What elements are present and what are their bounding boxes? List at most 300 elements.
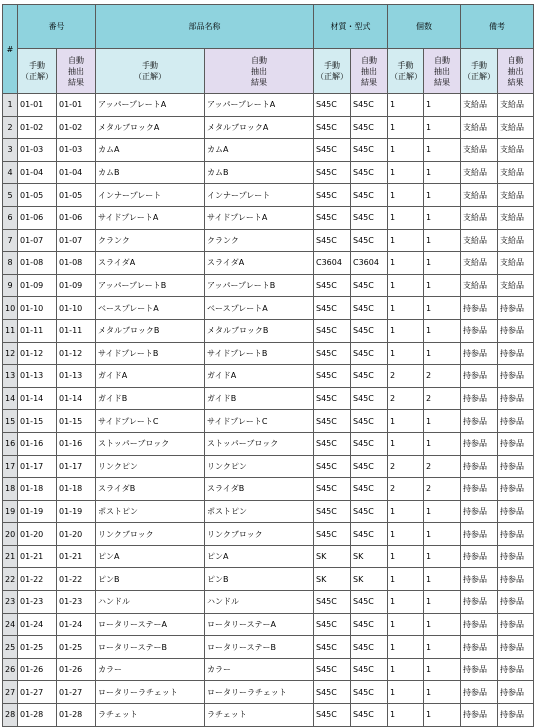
- material-auto-cell: S45C: [351, 342, 388, 365]
- material-auto-cell: C3604: [351, 252, 388, 275]
- part-name-manual-cell: インナープレート: [96, 184, 205, 207]
- remarks-manual-cell: 持参品: [461, 591, 498, 614]
- part-number-manual-cell: 01-21: [18, 545, 57, 568]
- part-number-auto-cell: 01-21: [57, 545, 96, 568]
- table-row: [3, 342, 534, 365]
- quantity-manual-cell: 1: [388, 545, 424, 568]
- part-number-auto-cell: 01-19: [57, 500, 96, 523]
- material-auto-cell: S45C: [351, 161, 388, 184]
- quantity-auto-cell: 1: [424, 206, 461, 229]
- quantity-manual-cell: 1: [388, 523, 424, 546]
- material-manual-cell: S45C: [314, 161, 351, 184]
- part-name-auto-cell: ラチェット: [205, 704, 314, 727]
- table-row: [3, 252, 534, 275]
- part-name-manual-cell: スライダB: [96, 478, 205, 501]
- row-number-cell: 17: [3, 455, 18, 478]
- row-number-cell: 24: [3, 613, 18, 636]
- part-name-auto-cell: サイドプレートA: [205, 206, 314, 229]
- quantity-auto-cell: 1: [424, 184, 461, 207]
- material-auto-cell: S45C: [351, 139, 388, 162]
- material-manual-cell: S45C: [314, 229, 351, 252]
- quantity-manual-cell: 1: [388, 704, 424, 727]
- material-auto-cell: S45C: [351, 704, 388, 727]
- part-number-manual-cell: 01-03: [18, 139, 57, 162]
- part-name-auto-cell: ベースプレートA: [205, 297, 314, 320]
- part-name-auto-cell: ピンA: [205, 545, 314, 568]
- material-manual-cell: SK: [314, 568, 351, 591]
- quantity-auto-cell: 1: [424, 681, 461, 704]
- table-row: [3, 636, 534, 659]
- material-auto-cell: S45C: [351, 432, 388, 455]
- remarks-manual-cell: 支給品: [461, 184, 498, 207]
- part-number-auto-cell: 01-14: [57, 387, 96, 410]
- part-name-auto-cell: サイドプレートB: [205, 342, 314, 365]
- quantity-manual-cell: 1: [388, 342, 424, 365]
- part-name-auto-cell: リンクブロック: [205, 523, 314, 546]
- remarks-manual-cell: 持参品: [461, 613, 498, 636]
- part-name-manual-cell: ストッパーブロック: [96, 432, 205, 455]
- remarks-auto-cell: 持参品: [498, 478, 534, 501]
- quantity-manual-cell: 1: [388, 658, 424, 681]
- part-number-manual-cell: 01-22: [18, 568, 57, 591]
- table-row: [3, 704, 534, 727]
- remarks-manual-cell: 持参品: [461, 636, 498, 659]
- part-number-manual-cell: 01-05: [18, 184, 57, 207]
- quantity-manual-cell: 1: [388, 591, 424, 614]
- quantity-auto-cell: 1: [424, 342, 461, 365]
- part-number-manual-cell: 01-10: [18, 297, 57, 320]
- part-number-manual-cell: 01-25: [18, 636, 57, 659]
- part-name-auto-cell: ピンB: [205, 568, 314, 591]
- material-auto-cell: S45C: [351, 94, 388, 117]
- part-number-manual-cell: 01-15: [18, 410, 57, 433]
- part-name-manual-cell: アッパープレートB: [96, 274, 205, 297]
- remarks-manual-cell: 持参品: [461, 704, 498, 727]
- remarks-manual-cell: 持参品: [461, 500, 498, 523]
- remarks-manual-cell: 持参品: [461, 297, 498, 320]
- material-manual-cell: S45C: [314, 139, 351, 162]
- remarks-auto-cell: 持参品: [498, 636, 534, 659]
- row-number-cell: 4: [3, 161, 18, 184]
- remarks-auto-cell: 支給品: [498, 139, 534, 162]
- material-auto-cell: S45C: [351, 636, 388, 659]
- quantity-manual-cell: 1: [388, 297, 424, 320]
- part-name-manual-cell: ロータリーステーA: [96, 613, 205, 636]
- quantity-auto-cell: 1: [424, 432, 461, 455]
- part-number-manual-cell: 01-04: [18, 161, 57, 184]
- part-name-manual-cell: スライダA: [96, 252, 205, 275]
- part-number-auto-cell: 01-01: [57, 94, 96, 117]
- material-auto-cell: S45C: [351, 523, 388, 546]
- table-row: [3, 478, 534, 501]
- remarks-auto-cell: 支給品: [498, 229, 534, 252]
- part-name-auto-cell: ストッパーブロック: [205, 432, 314, 455]
- material-manual-cell: S45C: [314, 591, 351, 614]
- material-auto-cell: S45C: [351, 184, 388, 207]
- remarks-manual-cell: 持参品: [461, 410, 498, 433]
- remarks-manual-cell: 持参品: [461, 545, 498, 568]
- material-manual-cell: S45C: [314, 636, 351, 659]
- material-manual-cell: S45C: [314, 681, 351, 704]
- quantity-manual-cell: 1: [388, 139, 424, 162]
- quantity-group-header: 個数: [388, 5, 461, 49]
- row-number-cell: 9: [3, 274, 18, 297]
- table-row: [3, 229, 534, 252]
- row-number-cell: 18: [3, 478, 18, 501]
- quantity-auto-cell: 1: [424, 704, 461, 727]
- material-auto-cell: S45C: [351, 681, 388, 704]
- remarks-auto-cell: 持参品: [498, 387, 534, 410]
- part-number-manual-cell: 01-13: [18, 365, 57, 388]
- remarks-auto-cell: 支給品: [498, 184, 534, 207]
- part-name-manual-cell: クランク: [96, 229, 205, 252]
- part-name-manual-cell: カムA: [96, 139, 205, 162]
- remarks-manual-cell: 持参品: [461, 342, 498, 365]
- part-number-manual-cell: 01-27: [18, 681, 57, 704]
- part-name-manual-cell: ラチェット: [96, 704, 205, 727]
- part-name-auto-cell: アッパープレートA: [205, 94, 314, 117]
- material-manual-cell: S45C: [314, 704, 351, 727]
- part-number-auto-cell: 01-18: [57, 478, 96, 501]
- material-auto-cell: S45C: [351, 116, 388, 139]
- material-manual-cell: S45C: [314, 297, 351, 320]
- part-number-manual-cell: 01-14: [18, 387, 57, 410]
- part-number-auto-cell: 01-04: [57, 161, 96, 184]
- remarks-manual-cell: 支給品: [461, 229, 498, 252]
- remarks-auto-cell: 支給品: [498, 206, 534, 229]
- row-number-cell: 22: [3, 568, 18, 591]
- material-auto-cell: SK: [351, 568, 388, 591]
- material-manual-cell: S45C: [314, 342, 351, 365]
- remarks-manual-cell: 支給品: [461, 94, 498, 117]
- part-name-auto-cell: インナープレート: [205, 184, 314, 207]
- part-number-auto-cell: 01-12: [57, 342, 96, 365]
- remarks-auto-cell: 持参品: [498, 319, 534, 342]
- part-name-manual-cell: ガイドB: [96, 387, 205, 410]
- remarks-manual-cell: 持参品: [461, 478, 498, 501]
- part-number-auto-cell: 01-08: [57, 252, 96, 275]
- remarks-auto-cell: 持参品: [498, 681, 534, 704]
- row-number-cell: 28: [3, 704, 18, 727]
- material-auto-cell: S45C: [351, 274, 388, 297]
- part-number-manual-cell: 01-12: [18, 342, 57, 365]
- material-manual-cell: S45C: [314, 523, 351, 546]
- remarks-auto-cell: 持参品: [498, 410, 534, 433]
- material-manual-cell: S45C: [314, 613, 351, 636]
- quantity-manual-cell: 1: [388, 184, 424, 207]
- auto-subheader: 自動 抽出 結果: [351, 49, 388, 94]
- quantity-auto-cell: 1: [424, 116, 461, 139]
- part-number-auto-cell: 01-28: [57, 704, 96, 727]
- remarks-manual-cell: 持参品: [461, 658, 498, 681]
- remarks-manual-cell: 持参品: [461, 455, 498, 478]
- manual-subheader: 手動 （正解）: [18, 49, 57, 94]
- row-number-cell: 21: [3, 545, 18, 568]
- material-manual-cell: S45C: [314, 184, 351, 207]
- row-number-cell: 26: [3, 658, 18, 681]
- material-manual-cell: S45C: [314, 478, 351, 501]
- quantity-manual-cell: 1: [388, 116, 424, 139]
- part-number-auto-cell: 01-02: [57, 116, 96, 139]
- row-number-cell: 16: [3, 432, 18, 455]
- part-number-manual-cell: 01-17: [18, 455, 57, 478]
- row-number-cell: 7: [3, 229, 18, 252]
- quantity-auto-cell: 1: [424, 410, 461, 433]
- row-number-cell: 27: [3, 681, 18, 704]
- part-number-manual-cell: 01-01: [18, 94, 57, 117]
- part-name-auto-cell: スライダA: [205, 252, 314, 275]
- remarks-manual-cell: 持参品: [461, 387, 498, 410]
- remarks-auto-cell: 持参品: [498, 455, 534, 478]
- material-auto-cell: S45C: [351, 455, 388, 478]
- part-number-manual-cell: 01-26: [18, 658, 57, 681]
- remarks-manual-cell: 持参品: [461, 319, 498, 342]
- remarks-manual-cell: 持参品: [461, 523, 498, 546]
- quantity-auto-cell: 1: [424, 658, 461, 681]
- quantity-auto-cell: 1: [424, 523, 461, 546]
- part-name-manual-cell: カラー: [96, 658, 205, 681]
- material-manual-cell: S45C: [314, 387, 351, 410]
- part-number-manual-cell: 01-06: [18, 206, 57, 229]
- material-auto-cell: SK: [351, 545, 388, 568]
- remarks-manual-cell: 支給品: [461, 252, 498, 275]
- material-manual-cell: S45C: [314, 319, 351, 342]
- auto-subheader: 自動 抽出 結果: [205, 49, 314, 94]
- quantity-auto-cell: 1: [424, 274, 461, 297]
- part-name-auto-cell: ポストピン: [205, 500, 314, 523]
- part-name-auto-cell: ロータリーラチェット: [205, 681, 314, 704]
- material-manual-cell: S45C: [314, 658, 351, 681]
- auto-subheader: 自動 抽出 結果: [424, 49, 461, 94]
- row-number-cell: 1: [3, 94, 18, 117]
- table-row: [3, 184, 534, 207]
- table-row: [3, 161, 534, 184]
- row-number-cell: 12: [3, 342, 18, 365]
- quantity-manual-cell: 1: [388, 613, 424, 636]
- part-name-manual-cell: サイドプレートC: [96, 410, 205, 433]
- row-number-cell: 10: [3, 297, 18, 320]
- table-row: [3, 432, 534, 455]
- remarks-manual-cell: 支給品: [461, 139, 498, 162]
- part-number-manual-cell: 01-08: [18, 252, 57, 275]
- material-auto-cell: S45C: [351, 478, 388, 501]
- quantity-auto-cell: 1: [424, 229, 461, 252]
- table-row: [3, 274, 534, 297]
- remarks-auto-cell: 持参品: [498, 500, 534, 523]
- part-number-auto-cell: 01-07: [57, 229, 96, 252]
- quantity-auto-cell: 1: [424, 591, 461, 614]
- quantity-auto-cell: 2: [424, 455, 461, 478]
- table-row: [3, 116, 534, 139]
- manual-subheader: 手動 （正解）: [461, 49, 498, 94]
- remarks-auto-cell: 支給品: [498, 94, 534, 117]
- part-name-manual-cell: ピンB: [96, 568, 205, 591]
- quantity-manual-cell: 1: [388, 636, 424, 659]
- table-row: [3, 319, 534, 342]
- table-row: [3, 500, 534, 523]
- row-number-cell: 20: [3, 523, 18, 546]
- manual-subheader: 手動 （正解）: [314, 49, 351, 94]
- part-name-auto-cell: メタルブロックA: [205, 116, 314, 139]
- remarks-auto-cell: 持参品: [498, 658, 534, 681]
- part-name-auto-cell: ロータリーステーA: [205, 613, 314, 636]
- quantity-auto-cell: 1: [424, 613, 461, 636]
- remarks-auto-cell: 持参品: [498, 545, 534, 568]
- part-number-auto-cell: 01-22: [57, 568, 96, 591]
- row-number-cell: 14: [3, 387, 18, 410]
- part-name-manual-cell: アッパープレートA: [96, 94, 205, 117]
- part-number-auto-cell: 01-09: [57, 274, 96, 297]
- table-row: [3, 206, 534, 229]
- part-name-manual-cell: ベースプレートA: [96, 297, 205, 320]
- part-number-manual-cell: 01-23: [18, 591, 57, 614]
- part-number-auto-cell: 01-25: [57, 636, 96, 659]
- manual-subheader: 手動 （正解）: [388, 49, 424, 94]
- part-number-manual-cell: 01-09: [18, 274, 57, 297]
- part-name-manual-cell: サイドプレートB: [96, 342, 205, 365]
- table-row: [3, 658, 534, 681]
- part-name-manual-cell: ピンA: [96, 545, 205, 568]
- part-name-auto-cell: リンクピン: [205, 455, 314, 478]
- quantity-auto-cell: 1: [424, 545, 461, 568]
- material-manual-cell: S45C: [314, 94, 351, 117]
- part-name-manual-cell: ガイドA: [96, 365, 205, 388]
- quantity-manual-cell: 1: [388, 229, 424, 252]
- part-number-auto-cell: 01-15: [57, 410, 96, 433]
- material-manual-cell: S45C: [314, 206, 351, 229]
- row-number-cell: 8: [3, 252, 18, 275]
- part-name-manual-cell: メタルブロックA: [96, 116, 205, 139]
- part-name-auto-cell: カムA: [205, 139, 314, 162]
- remarks-auto-cell: 支給品: [498, 252, 534, 275]
- material-auto-cell: S45C: [351, 591, 388, 614]
- row-number-cell: 23: [3, 591, 18, 614]
- quantity-auto-cell: 1: [424, 500, 461, 523]
- quantity-auto-cell: 1: [424, 139, 461, 162]
- part-number-manual-cell: 01-19: [18, 500, 57, 523]
- part-number-auto-cell: 01-05: [57, 184, 96, 207]
- quantity-auto-cell: 2: [424, 387, 461, 410]
- table-row: [3, 297, 534, 320]
- table-body: [3, 94, 534, 727]
- remarks-auto-cell: 支給品: [498, 161, 534, 184]
- material-auto-cell: S45C: [351, 365, 388, 388]
- row-number-cell: 19: [3, 500, 18, 523]
- remarks-auto-cell: 持参品: [498, 297, 534, 320]
- quantity-manual-cell: 2: [388, 365, 424, 388]
- row-number-cell: 3: [3, 139, 18, 162]
- table-row: [3, 681, 534, 704]
- quantity-auto-cell: 1: [424, 161, 461, 184]
- part-name-manual-cell: ポストピン: [96, 500, 205, 523]
- part-name-manual-cell: リンクブロック: [96, 523, 205, 546]
- material-manual-cell: S45C: [314, 455, 351, 478]
- part-number-manual-cell: 01-11: [18, 319, 57, 342]
- remarks-auto-cell: 支給品: [498, 116, 534, 139]
- remarks-manual-cell: 支給品: [461, 116, 498, 139]
- remarks-manual-cell: 支給品: [461, 274, 498, 297]
- material-manual-cell: S45C: [314, 432, 351, 455]
- quantity-auto-cell: 2: [424, 365, 461, 388]
- remarks-manual-cell: 持参品: [461, 365, 498, 388]
- quantity-auto-cell: 1: [424, 636, 461, 659]
- part-name-manual-cell: ロータリーラチェット: [96, 681, 205, 704]
- material-manual-cell: SK: [314, 545, 351, 568]
- remarks-auto-cell: 持参品: [498, 432, 534, 455]
- part-number-manual-cell: 01-18: [18, 478, 57, 501]
- quantity-auto-cell: 1: [424, 297, 461, 320]
- part-number-auto-cell: 01-13: [57, 365, 96, 388]
- remarks-manual-cell: 持参品: [461, 681, 498, 704]
- remarks-auto-cell: 持参品: [498, 704, 534, 727]
- part-name-auto-cell: カラー: [205, 658, 314, 681]
- table-row: [3, 591, 534, 614]
- auto-subheader: 自動 抽出 結果: [498, 49, 534, 94]
- part-name-auto-cell: ハンドル: [205, 591, 314, 614]
- part-number-group-header: 番号: [18, 5, 96, 49]
- part-number-auto-cell: 01-20: [57, 523, 96, 546]
- remarks-auto-cell: 持参品: [498, 365, 534, 388]
- quantity-manual-cell: 1: [388, 319, 424, 342]
- remarks-group-header: 備考: [461, 5, 534, 49]
- table-row: [3, 365, 534, 388]
- quantity-manual-cell: 1: [388, 161, 424, 184]
- row-number-header: #: [3, 5, 18, 94]
- table-row: [3, 387, 534, 410]
- material-manual-cell: S45C: [314, 274, 351, 297]
- remarks-auto-cell: 持参品: [498, 342, 534, 365]
- table-row: [3, 523, 534, 546]
- part-number-manual-cell: 01-07: [18, 229, 57, 252]
- auto-subheader: 自動 抽出 結果: [57, 49, 96, 94]
- material-manual-cell: S45C: [314, 410, 351, 433]
- quantity-manual-cell: 2: [388, 387, 424, 410]
- remarks-auto-cell: 持参品: [498, 613, 534, 636]
- table-row: [3, 613, 534, 636]
- part-name-auto-cell: スライダB: [205, 478, 314, 501]
- part-number-auto-cell: 01-23: [57, 591, 96, 614]
- part-name-auto-cell: メタルブロックB: [205, 319, 314, 342]
- part-number-auto-cell: 01-24: [57, 613, 96, 636]
- quantity-manual-cell: 2: [388, 478, 424, 501]
- quantity-manual-cell: 1: [388, 274, 424, 297]
- material-auto-cell: S45C: [351, 229, 388, 252]
- part-number-auto-cell: 01-26: [57, 658, 96, 681]
- quantity-manual-cell: 1: [388, 568, 424, 591]
- quantity-manual-cell: 2: [388, 455, 424, 478]
- part-name-manual-cell: カムB: [96, 161, 205, 184]
- material-auto-cell: S45C: [351, 500, 388, 523]
- part-number-auto-cell: 01-27: [57, 681, 96, 704]
- part-name-auto-cell: サイドプレートC: [205, 410, 314, 433]
- quantity-auto-cell: 2: [424, 478, 461, 501]
- part-name-manual-cell: サイドプレートA: [96, 206, 205, 229]
- part-name-auto-cell: カムB: [205, 161, 314, 184]
- quantity-manual-cell: 1: [388, 500, 424, 523]
- part-name-auto-cell: ガイドA: [205, 365, 314, 388]
- row-number-cell: 11: [3, 319, 18, 342]
- quantity-auto-cell: 1: [424, 568, 461, 591]
- remarks-auto-cell: 持参品: [498, 568, 534, 591]
- part-number-manual-cell: 01-16: [18, 432, 57, 455]
- table-row: [3, 455, 534, 478]
- row-number-cell: 25: [3, 636, 18, 659]
- table-row: [3, 94, 534, 117]
- row-number-cell: 2: [3, 116, 18, 139]
- quantity-manual-cell: 1: [388, 206, 424, 229]
- material-auto-cell: S45C: [351, 613, 388, 636]
- part-name-manual-cell: リンクピン: [96, 455, 205, 478]
